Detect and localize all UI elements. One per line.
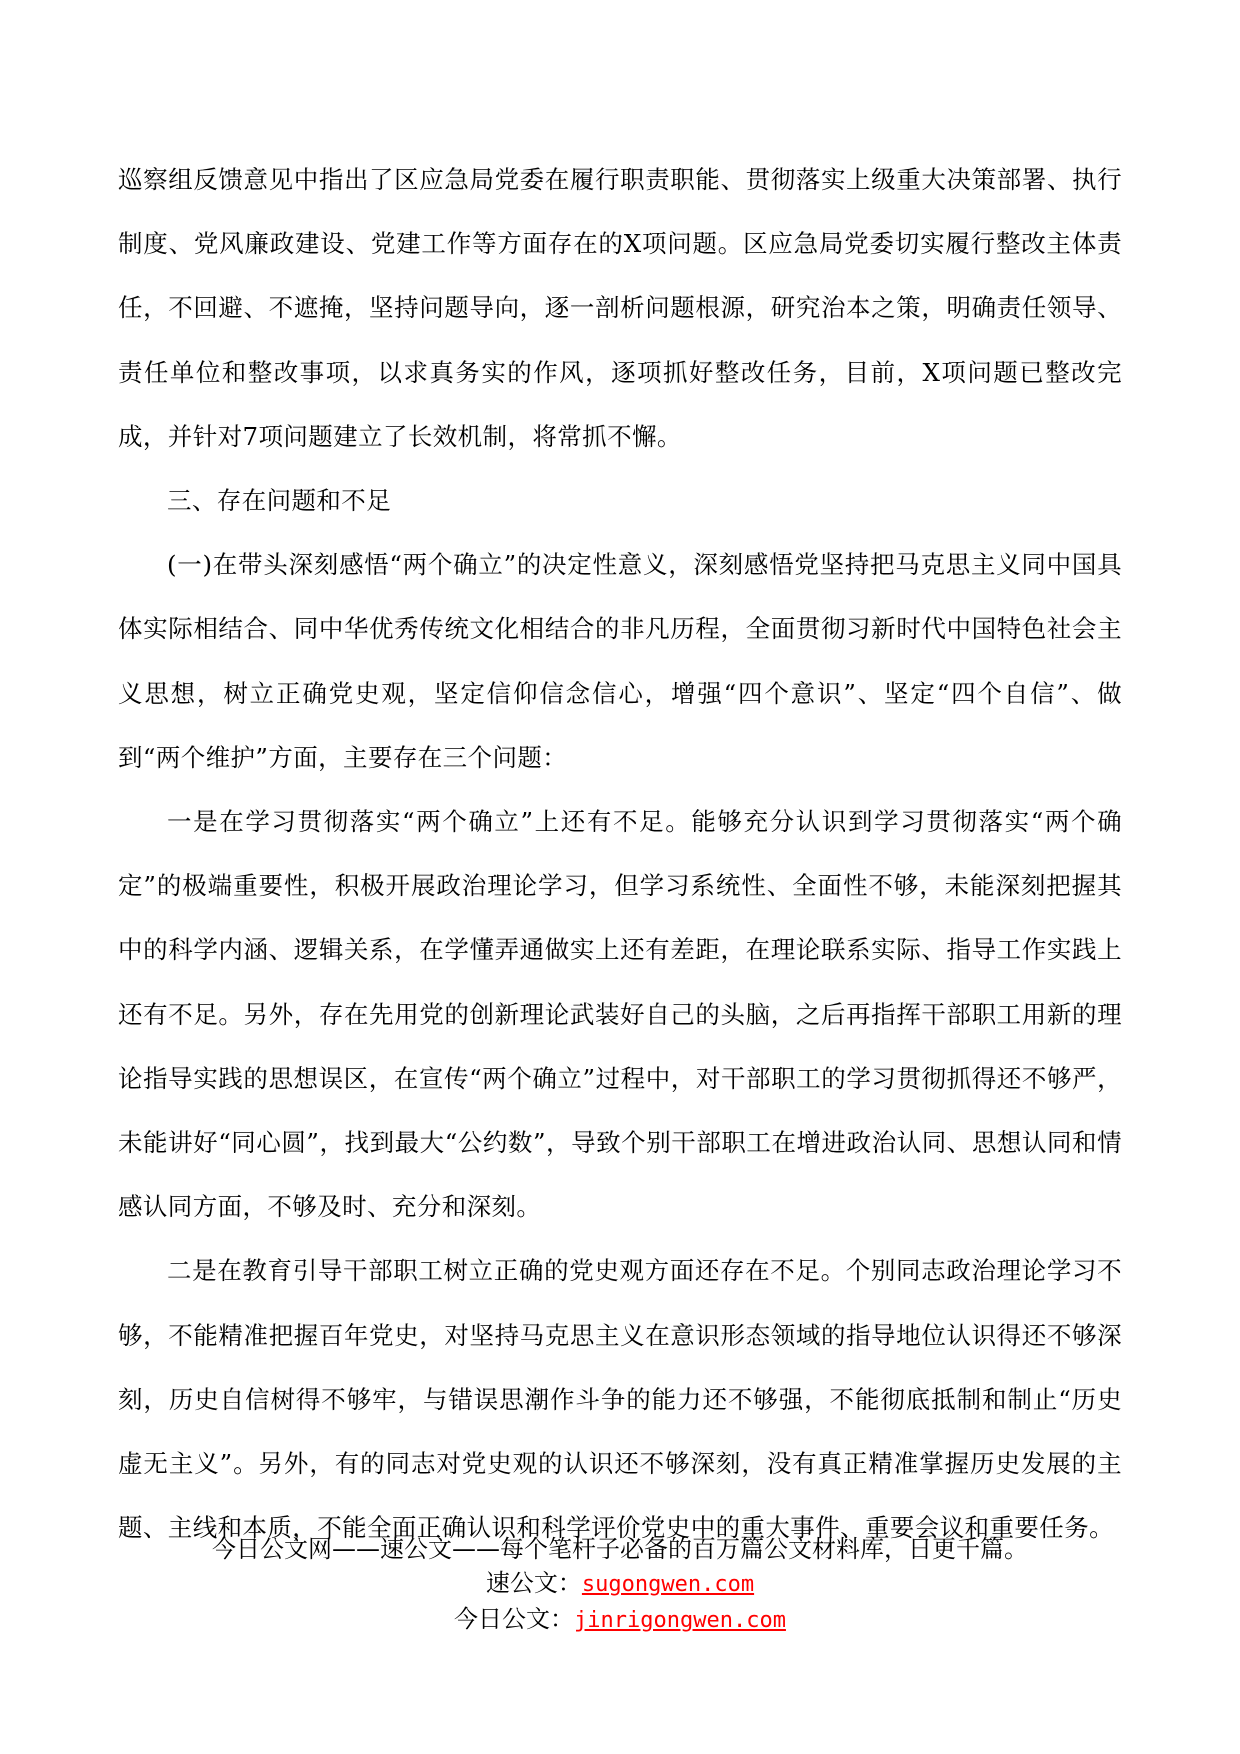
footer bbox=[0, 1532, 1240, 1638]
footer-site2-label: 今日公文： bbox=[454, 1605, 575, 1633]
footer-site1-link[interactable]: sugongwen.com bbox=[581, 1572, 755, 1597]
footer-site1-label: 速公文： bbox=[485, 1569, 582, 1597]
problem-two-paragraph: 二是在教育引导干部职工树立正确的党史观方面还存在不足。个别同志政治理论学习不够，不能精准把握百年党史，对坚持马克思主义在意识形态领域的指导地位认识得还不够深刻，历史自信树得不够牢，与错误思潮作斗争的能力还不够强，不能彻底抵制和制止“历史虚无主义”。另外，有的同志对党史观的认识还不够深刻，没有真正精准掌握历史发展的主题、主线和本质，不能全面正确认识和科学评价党史中的重大事件、重要会议和重要任务。 bbox=[118, 1256, 1122, 1543]
footer-site1 bbox=[0, 1566, 1240, 1602]
section-heading: 三、存在问题和不足 bbox=[167, 486, 392, 516]
document-body bbox=[118, 148, 1122, 1560]
footer-site2-link[interactable]: jinrigongwen.com bbox=[574, 1608, 786, 1633]
paragraph-continuation: 巡察组反馈意见中指出了区应急局党委在履行职责职能、贯彻落实上级重大决策部署、执行制度、党风廉政建设、党建工作等方面存在的X项问题。区应急局党委切实履行整改主体责任，不回避、不遮掩，坚持问题导向，逐一剖析问题根源，研究治本之策，明确责任领导、责任单位和整改事项，以求真务实的作风，逐项抓好整改任务，目前，X项问题已整改完成，并针对7项问题建立了长效机制，将常抓不懈。 bbox=[118, 165, 1122, 451]
subsection-paragraph: (一)在带头深刻感悟“两个确立”的决定性意义，深刻感悟党坚持把马克思主义同中国具体实际相结合、同中华优秀传统文化相结合的非凡历程，全面贯彻习新时代中国特色社会主义思想，树立正确党史观，坚定信仰信念信心，增强“四个意识”、坚定“四个自信”、做到“两个维护”方面，主要存在三个问题： bbox=[118, 550, 1122, 772]
footer-tagline: 今日公文网——速公文——每个笔杆子必备的百万篇公文材料库，日更千篇。 bbox=[212, 1535, 1028, 1563]
footer-site2 bbox=[0, 1602, 1240, 1638]
problem-one-paragraph: 一是在学习贯彻落实“两个确立”上还有不足。能够充分认识到学习贯彻落实“两个确定”的极端重要性，积极开展政治理论学习，但学习系统性、全面性不够，未能深刻把握其中的科学内涵、逻辑关系，在学懂弄通做实上还有差距，在理论联系实际、指导工作实践上还有不足。另外，存在先用党的创新理论武装好自己的头脑，之后再指挥干部职工用新的理论指导实践的思想误区，在宣传“两个确立”过程中，对干部职工的学习贯彻抓得还不够严，未能讲好“同心圆”，找到最大“公约数”，导致个别干部职工在增进政治认同、思想认同和情感认同方面，不够及时、充分和深刻。 bbox=[118, 807, 1122, 1222]
